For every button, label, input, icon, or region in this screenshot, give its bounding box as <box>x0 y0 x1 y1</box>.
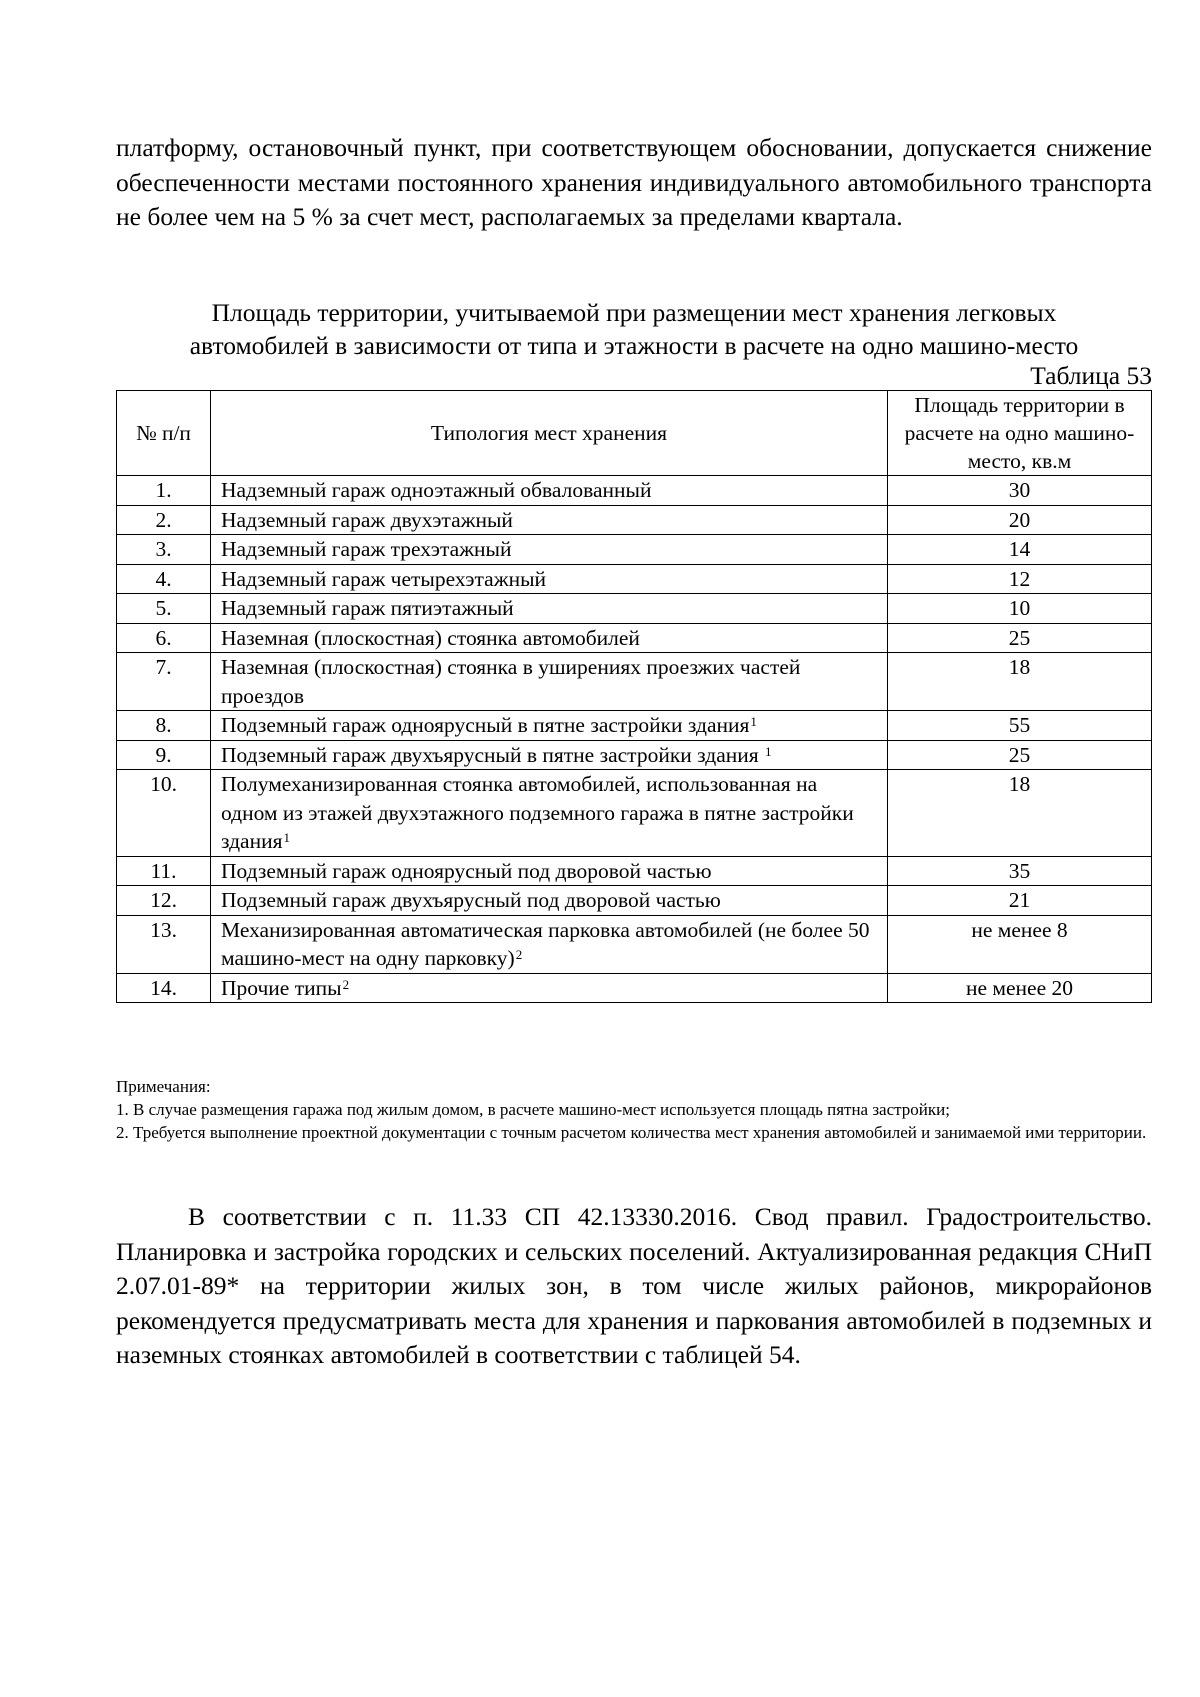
table-row <box>117 535 1152 565</box>
row-typology-cell <box>211 973 888 1003</box>
row-area: 10 <box>888 594 1152 624</box>
row-typology-cell <box>211 623 888 653</box>
row-area: не менее 20 <box>888 973 1152 1003</box>
row-typology: Надземный гараж трехэтажный <box>221 537 512 561</box>
row-typology-cell <box>211 711 888 741</box>
row-typology: Подземный гараж двухъярусный под дворовой частью <box>221 888 721 912</box>
row-typology-cell <box>211 740 888 770</box>
table-row <box>117 476 1152 506</box>
table-number: Таблица 53 <box>1030 361 1152 390</box>
table-row <box>117 711 1152 741</box>
row-typology: Полумеханизированная стоянка автомобилей, использованная на одном из этажей двухэтажного подземного гаража в пятне застройки здания <box>221 772 854 853</box>
row-number: 7. <box>117 653 211 711</box>
row-area: 20 <box>888 505 1152 535</box>
table-row <box>117 505 1152 535</box>
caption-line-2: автомобилей в зависимости от типа и этажности в расчете на одно машино-место <box>189 331 1079 360</box>
row-area: 25 <box>888 623 1152 653</box>
table-row <box>117 594 1152 624</box>
row-number: 6. <box>117 623 211 653</box>
footnote-mark: 1 <box>765 743 772 759</box>
row-typology-cell <box>211 476 888 506</box>
table-notes <box>116 1075 1152 1144</box>
footnote-mark: 1 <box>750 714 757 729</box>
row-area: 35 <box>888 856 1152 886</box>
row-typology-cell <box>211 594 888 624</box>
row-typology: Надземный гараж двухэтажный <box>221 507 513 532</box>
row-area: 55 <box>888 711 1152 741</box>
table-row <box>117 653 1152 711</box>
footnote-mark: 2 <box>342 976 350 992</box>
table-body <box>117 476 1152 1003</box>
row-number: 12. <box>117 886 211 916</box>
intro-paragraph: платформу, остановочный пункт, при соответствующем обосновании, допускается снижение обеспеченности местами постоянного хранения индивидуального автомобильного транспорта не более чем на 5 % за счет мест, располагаемых за пределами квартала. <box>116 133 1152 232</box>
header-typology: Типология мест хранения <box>211 391 888 476</box>
row-area: 25 <box>888 740 1152 770</box>
row-typology: Подземный гараж одноярусный в пятне застройки здания <box>221 713 750 737</box>
table-row <box>117 564 1152 594</box>
row-number: 1. <box>117 476 211 506</box>
table-row <box>117 915 1152 973</box>
row-typology: Наземная (плоскостная) стоянка в уширениях проезжих частей проездов <box>221 655 801 708</box>
row-typology-cell <box>211 505 888 535</box>
row-typology-cell <box>211 915 888 973</box>
table-row <box>117 770 1152 857</box>
parking-area-table <box>116 390 1152 1003</box>
note-2: 2. Требуется выполнение проектной документации с точным расчетом количества мест хранения автомобилей и занимаемой ими территории. <box>116 1123 1147 1142</box>
row-number: 10. <box>117 770 211 857</box>
table-row <box>117 623 1152 653</box>
header-number: № п/п <box>117 391 211 476</box>
row-number: 9. <box>117 740 211 770</box>
row-area: 14 <box>888 535 1152 565</box>
table-row <box>117 886 1152 916</box>
row-typology: Прочие типы <box>221 975 342 1000</box>
row-typology-cell <box>211 886 888 916</box>
row-area: 12 <box>888 564 1152 594</box>
table-header-row <box>117 391 1152 476</box>
table-row <box>117 740 1152 770</box>
row-typology: Надземный гараж пятиэтажный <box>221 596 514 620</box>
row-typology-cell <box>211 564 888 594</box>
row-typology: Надземный гараж одноэтажный обвалованный <box>221 478 652 502</box>
footnote-mark: 2 <box>515 947 523 962</box>
footnote-mark: 1 <box>283 830 290 845</box>
row-typology: Наземная (плоскостная) стоянка автомобилей <box>221 625 640 650</box>
row-area: не менее 8 <box>888 915 1152 973</box>
caption-line-1: Площадь территории, учитываемой при размещении мест хранения легковых <box>211 298 1057 327</box>
row-typology-cell <box>211 770 888 857</box>
row-number: 11. <box>117 856 211 886</box>
note-1: 1. В случае размещения гаража под жилым домом, в расчете машино-мест используется площадь пятна застройки; <box>116 1100 950 1119</box>
table-row <box>117 856 1152 886</box>
row-area: 18 <box>888 770 1152 857</box>
row-typology: Надземный гараж четырехэтажный <box>221 566 547 591</box>
notes-title: Примечания: <box>116 1077 211 1096</box>
row-area: 21 <box>888 886 1152 916</box>
row-number: 8. <box>117 711 211 741</box>
row-number: 14. <box>117 973 211 1003</box>
row-number: 13. <box>117 915 211 973</box>
row-typology-cell <box>211 856 888 886</box>
row-typology-cell <box>211 535 888 565</box>
table-row <box>117 973 1152 1003</box>
row-area: 18 <box>888 653 1152 711</box>
row-number: 4. <box>117 564 211 594</box>
row-typology: Подземный гараж двухъярусный в пятне застройки здания <box>221 742 765 767</box>
reference-paragraph: В соответствии с п. 11.33 СП 42.13330.2016. Свод правил. Градостроительство. Планировка и застройка городских и сельских поселений. Актуализированная редакция СНиП 2.07.01-89* на территории жилых зон, в том числе жилых районов, микрорайонов рекомендуется предусматривать места для хранения и паркования автомобилей в подземных и наземных стоянках автомобилей в соответствии с таблицей 54. <box>116 1202 1152 1370</box>
row-typology: Подземный гараж одноярусный под дворовой частью <box>221 858 712 883</box>
row-number: 2. <box>117 505 211 535</box>
row-typology: Механизированная автоматическая парковка автомобилей (не более 50 машино-мест на одну парковку) <box>221 917 870 970</box>
table-caption <box>116 296 1152 362</box>
row-number: 5. <box>117 594 211 624</box>
row-area: 30 <box>888 476 1152 506</box>
row-typology-cell <box>211 653 888 711</box>
row-number: 3. <box>117 535 211 565</box>
header-area: Площадь территории в расчете на одно машино-место, кв.м <box>888 391 1152 476</box>
